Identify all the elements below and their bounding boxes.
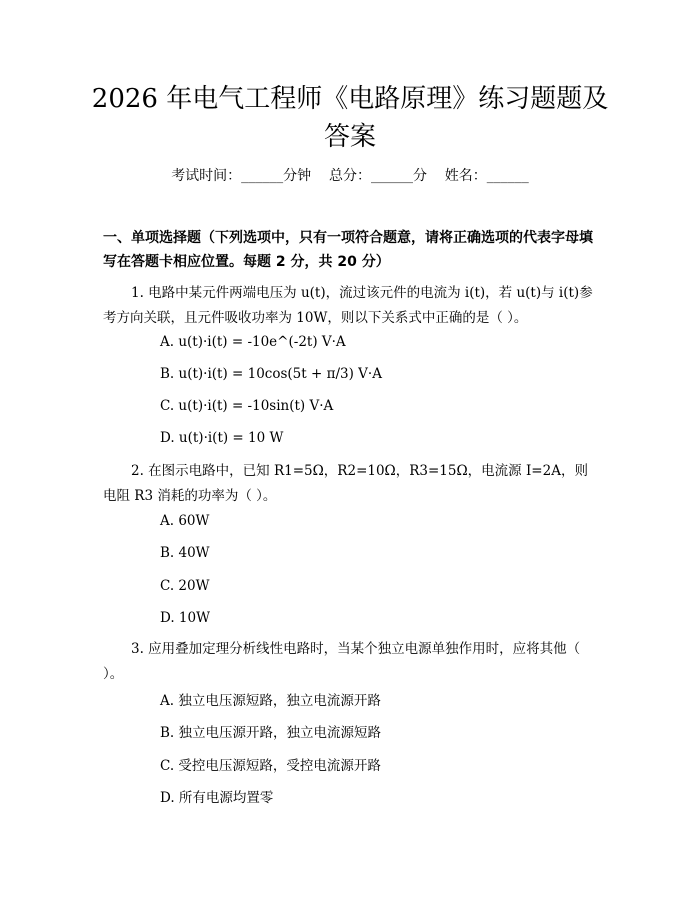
- question-1-option-c: C. u(t)·i(t) = -10sin(t) V·A: [160, 398, 334, 414]
- question-3-option-a: A. 独立电压源短路，独立电流源开路: [160, 693, 381, 709]
- question-3-option-d: D. 所有电源均置零: [160, 790, 274, 806]
- question-2-text: 2. 在图示电路中，已知 R1=5Ω，R2=10Ω，R3=15Ω，电流源 I=2A，则电阻 R3 消耗的功率为（ ）。: [103, 463, 588, 504]
- document-title: 2026 年电气工程师《电路原理》练习题题及答案: [91, 84, 609, 152]
- question-2-option-c: C. 20W: [160, 578, 210, 594]
- question-1-option-d: D. u(t)·i(t) = 10 W: [160, 430, 284, 446]
- exam-info-line: 考试时间：______分钟 总分：______分 姓名：______: [171, 168, 529, 184]
- section-heading: 一、单项选择题（下列选项中，只有一项符合题意，请将正确选项的代表字母填写在答题卡相应位置。每题 2 分，共 20 分）: [103, 230, 593, 270]
- question-3-option-c: C. 受控电压源短路，受控电流源开路: [160, 758, 381, 774]
- question-1-option-a: A. u(t)·i(t) = -10e^(-2t) V·A: [160, 334, 346, 350]
- question-1-option-b: B. u(t)·i(t) = 10cos(5t + π/3) V·A: [160, 366, 382, 382]
- question-3-option-b: B. 独立电压源开路，独立电流源短路: [160, 725, 382, 741]
- question-2-option-b: B. 40W: [160, 545, 210, 561]
- question-2-option-d: D. 10W: [160, 610, 210, 626]
- question-1-text: 1. 电路中某元件两端电压为 u(t)，流过该元件的电流为 i(t)，若 u(t)与 i(t)参考方向关联，且元件吸收功率为 10W，则以下关系式中正确的是（ ）。: [103, 285, 593, 326]
- question-3-text: 3. 应用叠加定理分析线性电路时，当某个独立电源单独作用时，应将其他（ ）。: [103, 641, 581, 682]
- question-2-option-a: A. 60W: [160, 513, 210, 529]
